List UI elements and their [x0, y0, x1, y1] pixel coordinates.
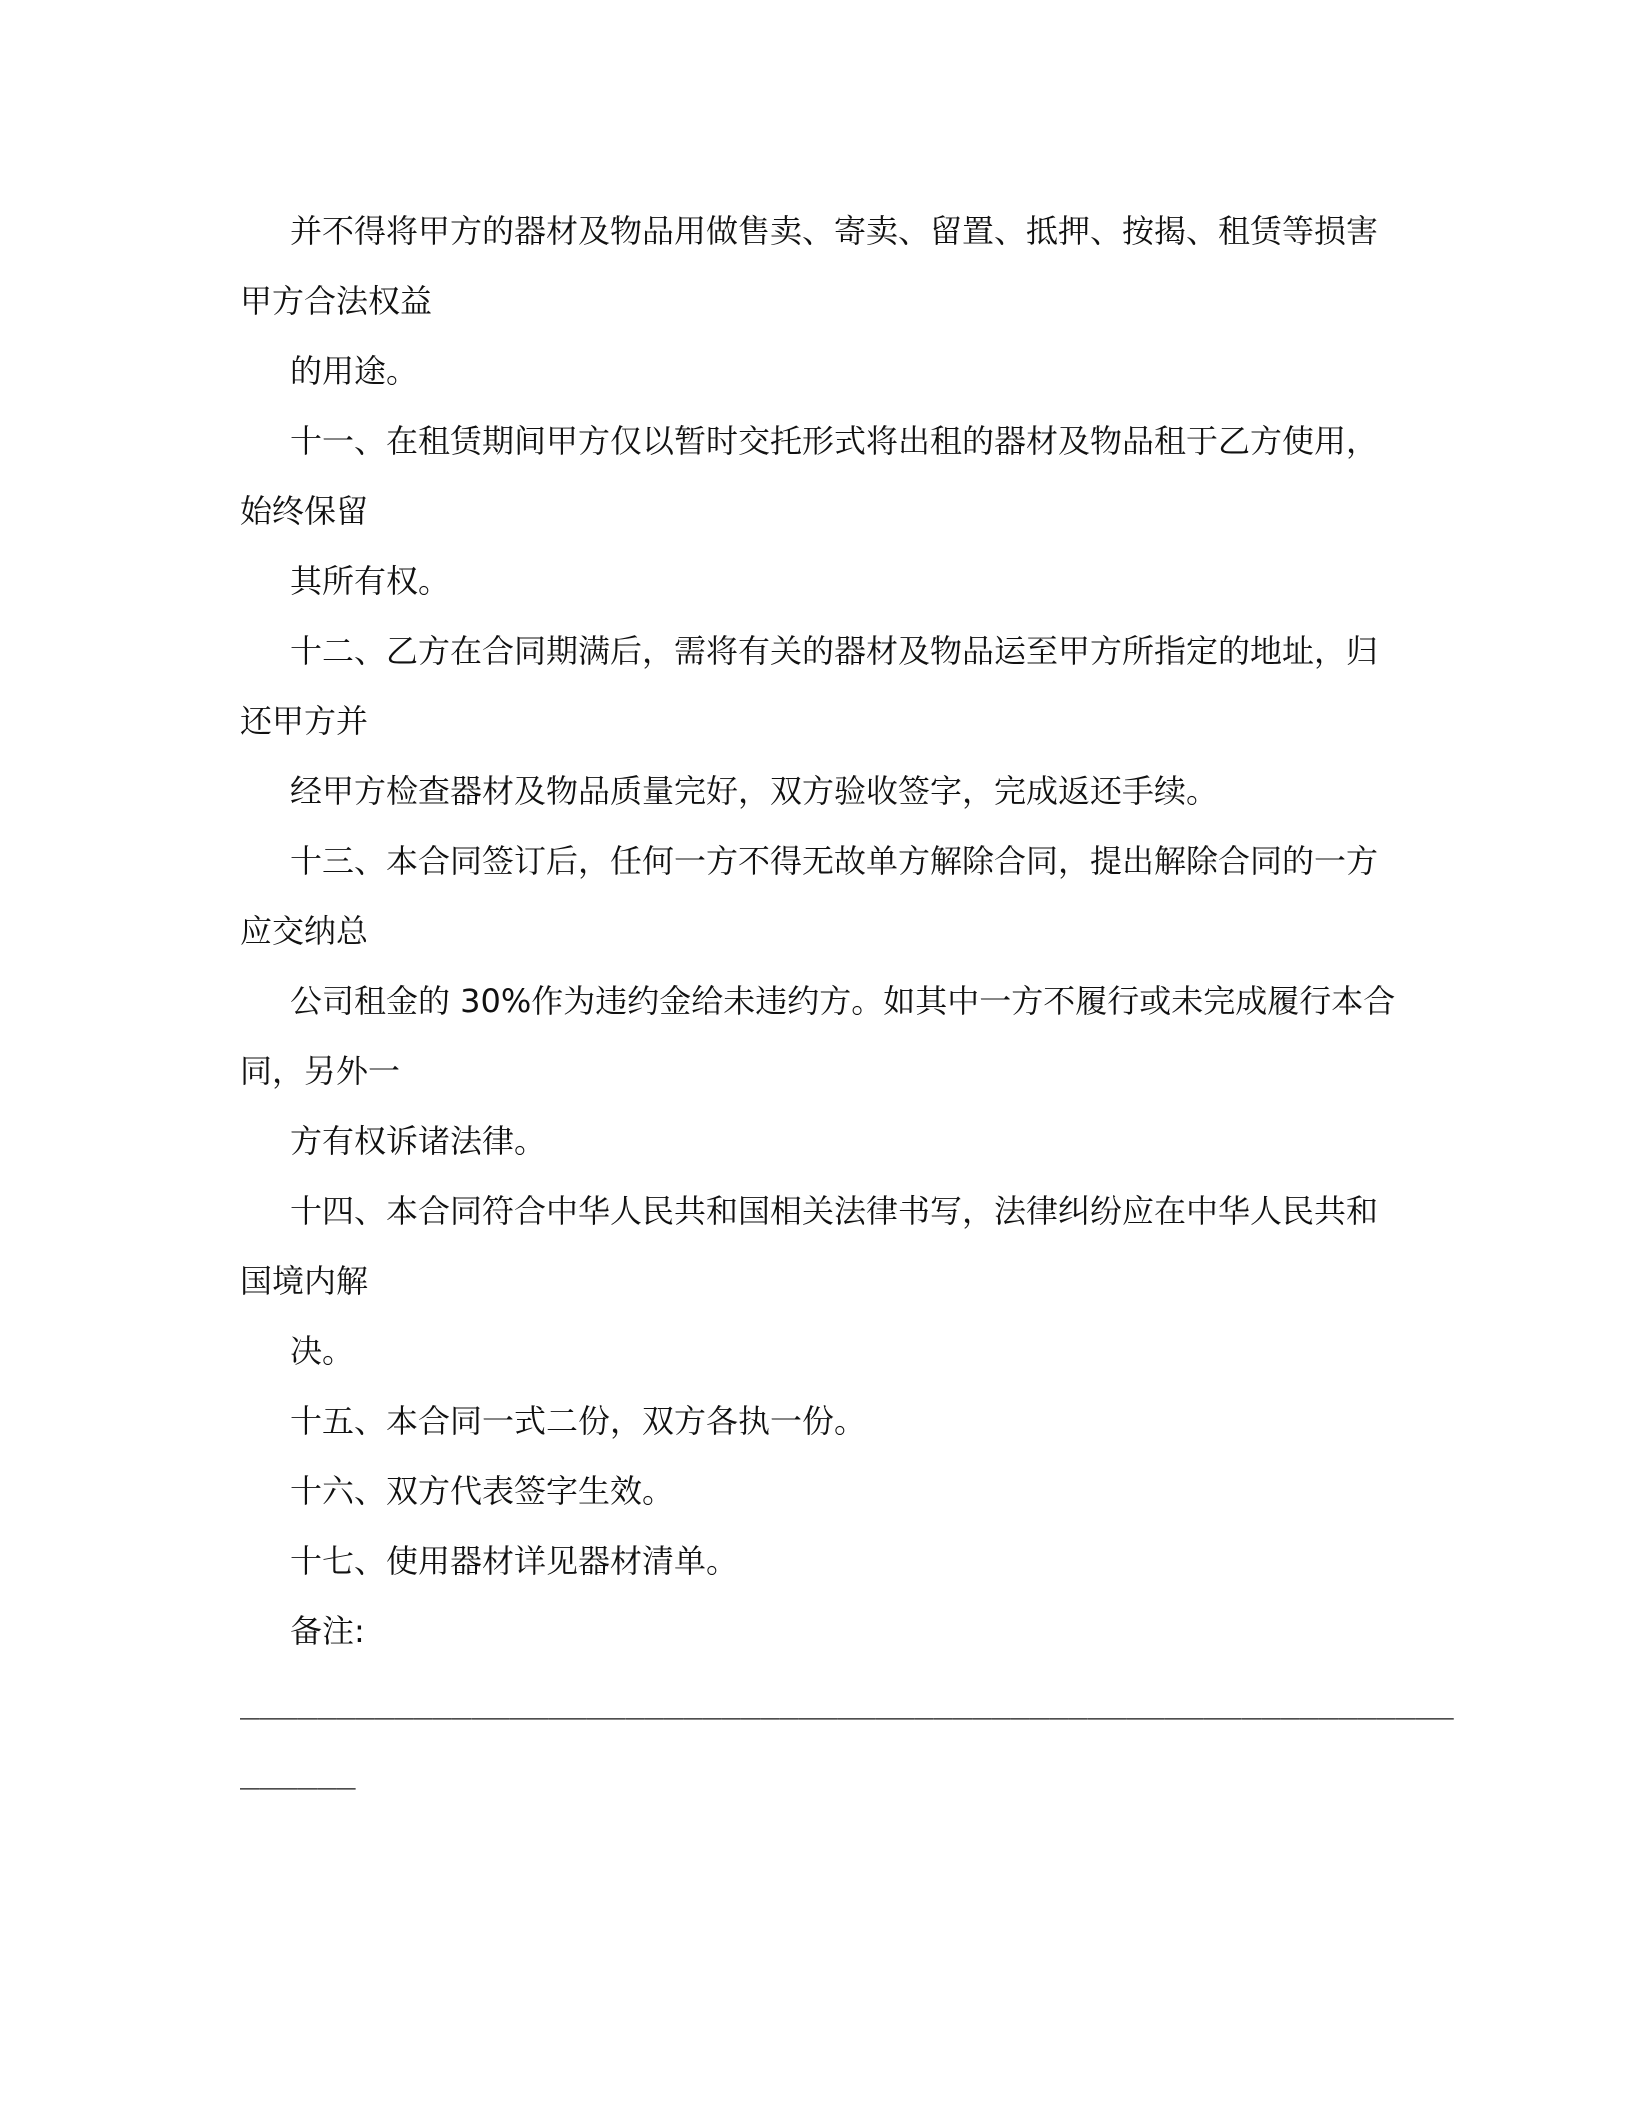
clause-10-line-1: 并不得将甲方的器材及物品用做售卖、寄卖、留置、抵押、按揭、租赁等损害: [290, 212, 1379, 250]
remarks-underline-2: ______: [240, 1752, 356, 1790]
clause-11-line-3: 其所有权。: [290, 562, 451, 600]
clause-14-line-3: 决。: [290, 1332, 355, 1370]
clause-10-line-3: 的用途。: [290, 352, 419, 390]
clause-13-line-5: 方有权诉诸法律。: [290, 1122, 547, 1160]
clause-10-line-2: 甲方合法权益: [240, 282, 433, 320]
clause-15: 十五、本合同一式二份，双方各执一份。: [290, 1402, 867, 1440]
clause-12-line-2: 还甲方并: [240, 702, 369, 740]
clause-17: 十七、使用器材详见器材清单。: [290, 1542, 739, 1580]
remarks-underline-1: _______________________________________________________________: [240, 1682, 1454, 1720]
clause-13-line-4: 同，另外一: [240, 1052, 401, 1090]
clause-11-line-1: 十一、在租赁期间甲方仅以暂时交托形式将出租的器材及物品租于乙方使用，: [290, 422, 1379, 460]
clause-11-line-2: 始终保留: [240, 492, 369, 530]
remarks-label: 备注:: [290, 1612, 365, 1650]
clause-13-line-2: 应交纳总: [240, 912, 369, 950]
clause-14-line-1: 十四、本合同符合中华人民共和国相关法律书写，法律纠纷应在中华人民共和: [290, 1192, 1379, 1230]
clause-14-line-2: 国境内解: [240, 1262, 369, 1300]
clause-13-line-3: 公司租金的 30%作为违约金给未违约方。如其中一方不履行或未完成履行本合: [290, 982, 1396, 1020]
clause-12-line-3: 经甲方检查器材及物品质量完好，双方验收签字，完成返还手续。: [290, 772, 1219, 810]
contract-body: [240, 196, 1454, 1806]
clause-12-line-1: 十二、乙方在合同期满后，需将有关的器材及物品运至甲方所指定的地址，归: [290, 632, 1379, 670]
clause-16: 十六、双方代表签字生效。: [290, 1472, 675, 1510]
clause-13-line-1: 十三、本合同签订后，任何一方不得无故单方解除合同，提出解除合同的一方: [290, 842, 1379, 880]
